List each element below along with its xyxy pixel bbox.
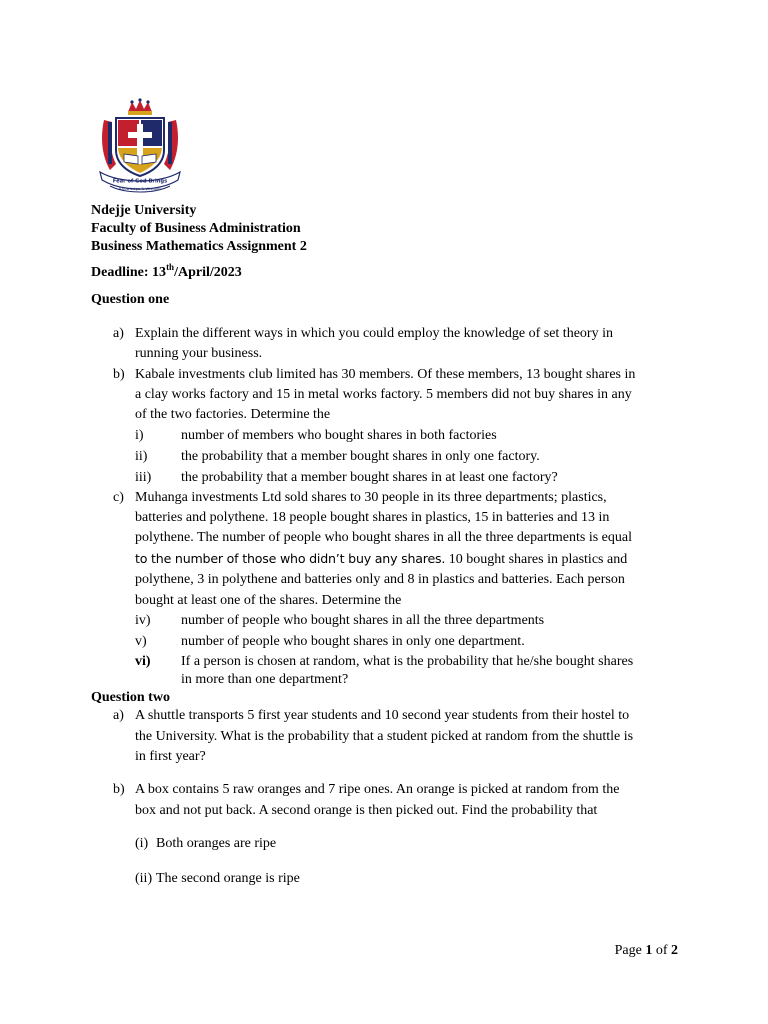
page-number: Page 1 of 2 [614, 943, 678, 958]
deadline: Deadline: 13th/April/2023 [91, 262, 242, 280]
question-two-title: Question two [91, 690, 170, 705]
university-name: Ndejje University [91, 203, 197, 218]
assignment-title: Business Mathematics Assignment 2 [91, 239, 307, 254]
q1-b-item-text: the probability that a member bought shares in at least one factory? [181, 470, 558, 485]
q2-b-marker: b) [113, 782, 125, 797]
q1-c-item-text: number of people who bought shares in all the three departments [181, 613, 545, 628]
q2-a-line: in first year? [135, 749, 206, 764]
q2-b-item-num: (i) [135, 836, 149, 851]
q1-c-item-text: If a person is chosen at random, what is the probability that he/she bought shares [181, 654, 634, 669]
university-crest-logo [94, 98, 186, 194]
q1-b-line: a clay works factory and 15 in metal works factory. 5 members did not buy shares in any [135, 387, 632, 402]
q1-b-item-text: the probability that a member bought shares in only one factory. [181, 449, 540, 464]
svg-text:Knowledge & Wisdom: Knowledge & Wisdom [119, 186, 161, 191]
q2-a-line: the University. What is the probability that a student picked at random from the shuttle is [135, 729, 634, 744]
q1-c-line: to the number of those who didn’t buy any shares. 10 bought shares in plastics and [135, 551, 628, 567]
q1-b-item-num: iii) [135, 470, 152, 485]
q2-a-line: A shuttle transports 5 first year students and 10 second year students from their hostel to [135, 708, 630, 723]
q2-b-item-num: (ii) [135, 871, 153, 886]
q2-b-item-text: The second orange is ripe [156, 871, 300, 886]
q1-b-item-text: number of members who bought shares in both factories [181, 428, 497, 443]
q1-b-item-num: i) [135, 428, 144, 443]
q2-b-line: box and not put back. A second orange is then picked out. Find the probability that [135, 803, 598, 818]
q1-a-marker: a) [113, 326, 124, 341]
q1-c-item-num: vi) [135, 654, 151, 669]
q1-c-line: Muhanga investments Ltd sold shares to 30 people in its three departments; plastics, [135, 490, 607, 505]
q1-b-line: of the two factories. Determine the [135, 407, 331, 422]
q2-b-item-text: Both oranges are ripe [156, 836, 277, 851]
q1-b-marker: b) [113, 367, 125, 382]
q1-c-item-num: iv) [135, 613, 151, 628]
q1-c-line: bought at least one of the shares. Determine the [135, 593, 402, 608]
q1-a-line: running your business. [135, 346, 263, 361]
question-one-title: Question one [91, 292, 170, 307]
q1-c-item-text: in more than one department? [181, 672, 349, 687]
q1-c-marker: c) [113, 490, 124, 505]
shield-icon [116, 118, 164, 176]
crown-icon [128, 98, 152, 115]
svg-text:Fear of God Brings: Fear of God Brings [112, 178, 168, 185]
q1-c-item-num: v) [135, 634, 147, 649]
q1-a-line: Explain the different ways in which you could employ the knowledge of set theory in [135, 326, 613, 341]
q2-b-line: A box contains 5 raw oranges and 7 ripe ones. An orange is picked at random from the [135, 782, 620, 797]
q1-b-item-num: ii) [135, 449, 148, 464]
q1-c-line: polythene. The number of people who bought shares in all the three departments is equal [135, 530, 632, 545]
q1-b-line: Kabale investments club limited has 30 members. Of these members, 13 bought shares in [135, 367, 636, 382]
q1-c-line: polythene, 3 in polythene and batteries only and 8 in plastics and batteries. Each person [135, 572, 625, 587]
q1-c-line: batteries and polythene. 18 people bought shares in plastics, 15 in batteries and 13 in [135, 510, 610, 525]
q1-c-item-text: number of people who bought shares in only one department. [181, 634, 525, 649]
faculty-name: Faculty of Business Administration [91, 221, 301, 236]
q2-a-marker: a) [113, 708, 124, 723]
